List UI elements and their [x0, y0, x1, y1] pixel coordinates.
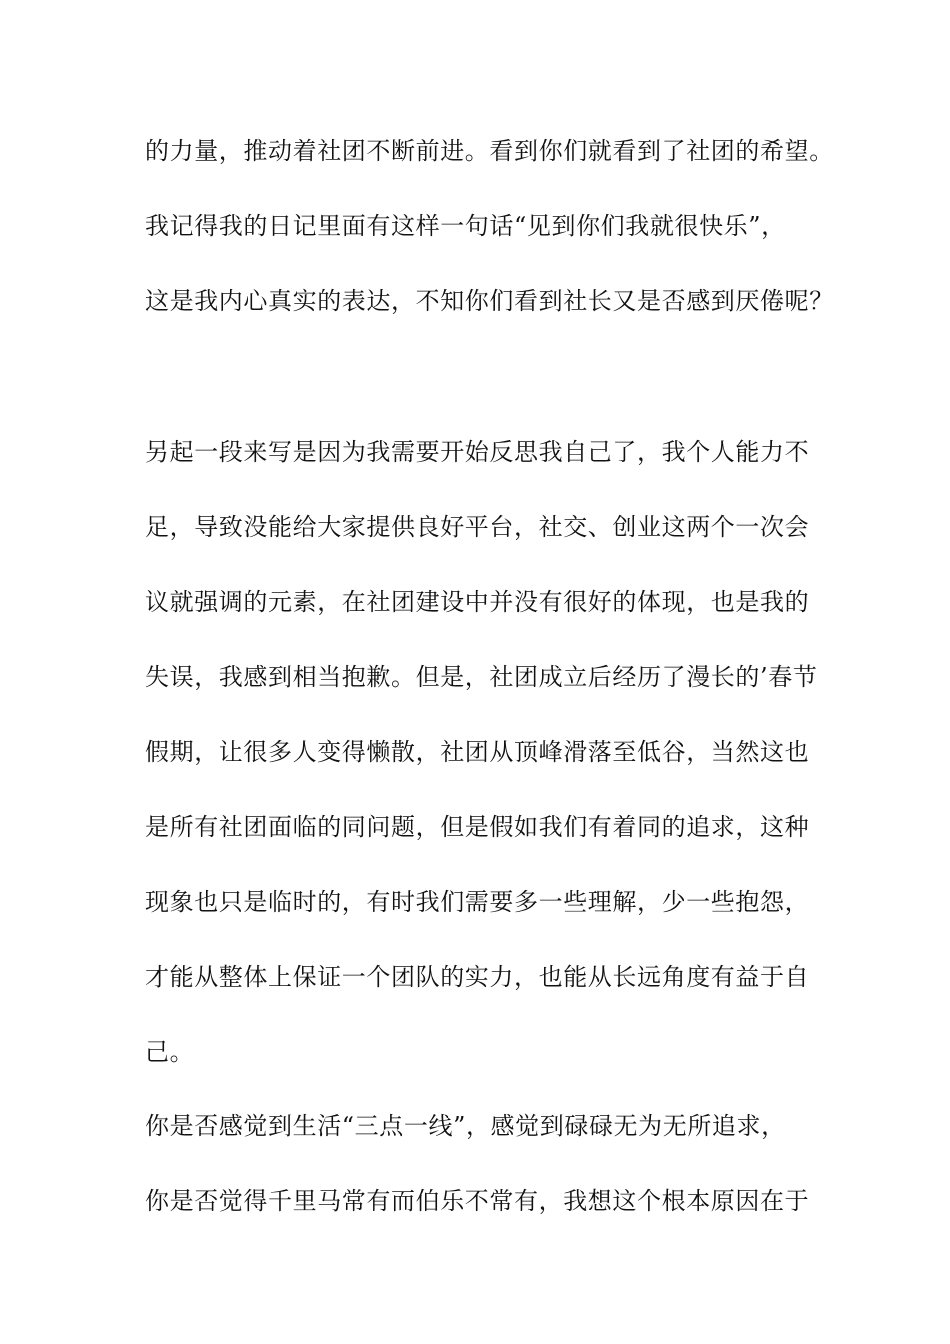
text-line: 你是否感觉到生活“三点一线”，感觉到碌碌无为无所追求， [145, 1112, 786, 1140]
text-line: 现象也只是临时的，有时我们需要多一些理解，少一些抱怨， [145, 888, 810, 916]
text-line: 你是否觉得千里马常有而伯乐不常有，我想这个根本原因在于 [145, 1187, 810, 1215]
text-line: 我记得我的日记里面有这样一句话“见到你们我就很快乐”， [145, 212, 786, 240]
text-line: 议就强调的元素，在社团建设中并没有很好的体现，也是我的 [145, 588, 810, 616]
text-line: 才能从整体上保证一个团队的实力，也能从长远角度有益于自 [145, 963, 810, 991]
text-line: 足，导致没能给大家提供良好平台，社交、创业这两个一次会 [145, 513, 810, 541]
text-line: 的力量，推动着社团不断前进。看到你们就看到了社团的希望。 [145, 137, 834, 165]
text-line: 这是我内心真实的表达，不知你们看到社长又是否感到厌倦呢？ [145, 287, 834, 315]
text-line: 失误，我感到相当抱歉。但是，社团成立后经历了漫长的’春节 [145, 663, 818, 691]
text-line: 另起一段来写是因为我需要开始反思我自己了，我个人能力不 [145, 438, 810, 466]
text-line: 是所有社团面临的同问题，但是假如我们有着同的追求，这种 [145, 813, 810, 841]
text-line: 己。 [145, 1038, 195, 1066]
text-line: 假期，让很多人变得懒散，社团从顶峰滑落至低谷，当然这也 [145, 738, 810, 766]
